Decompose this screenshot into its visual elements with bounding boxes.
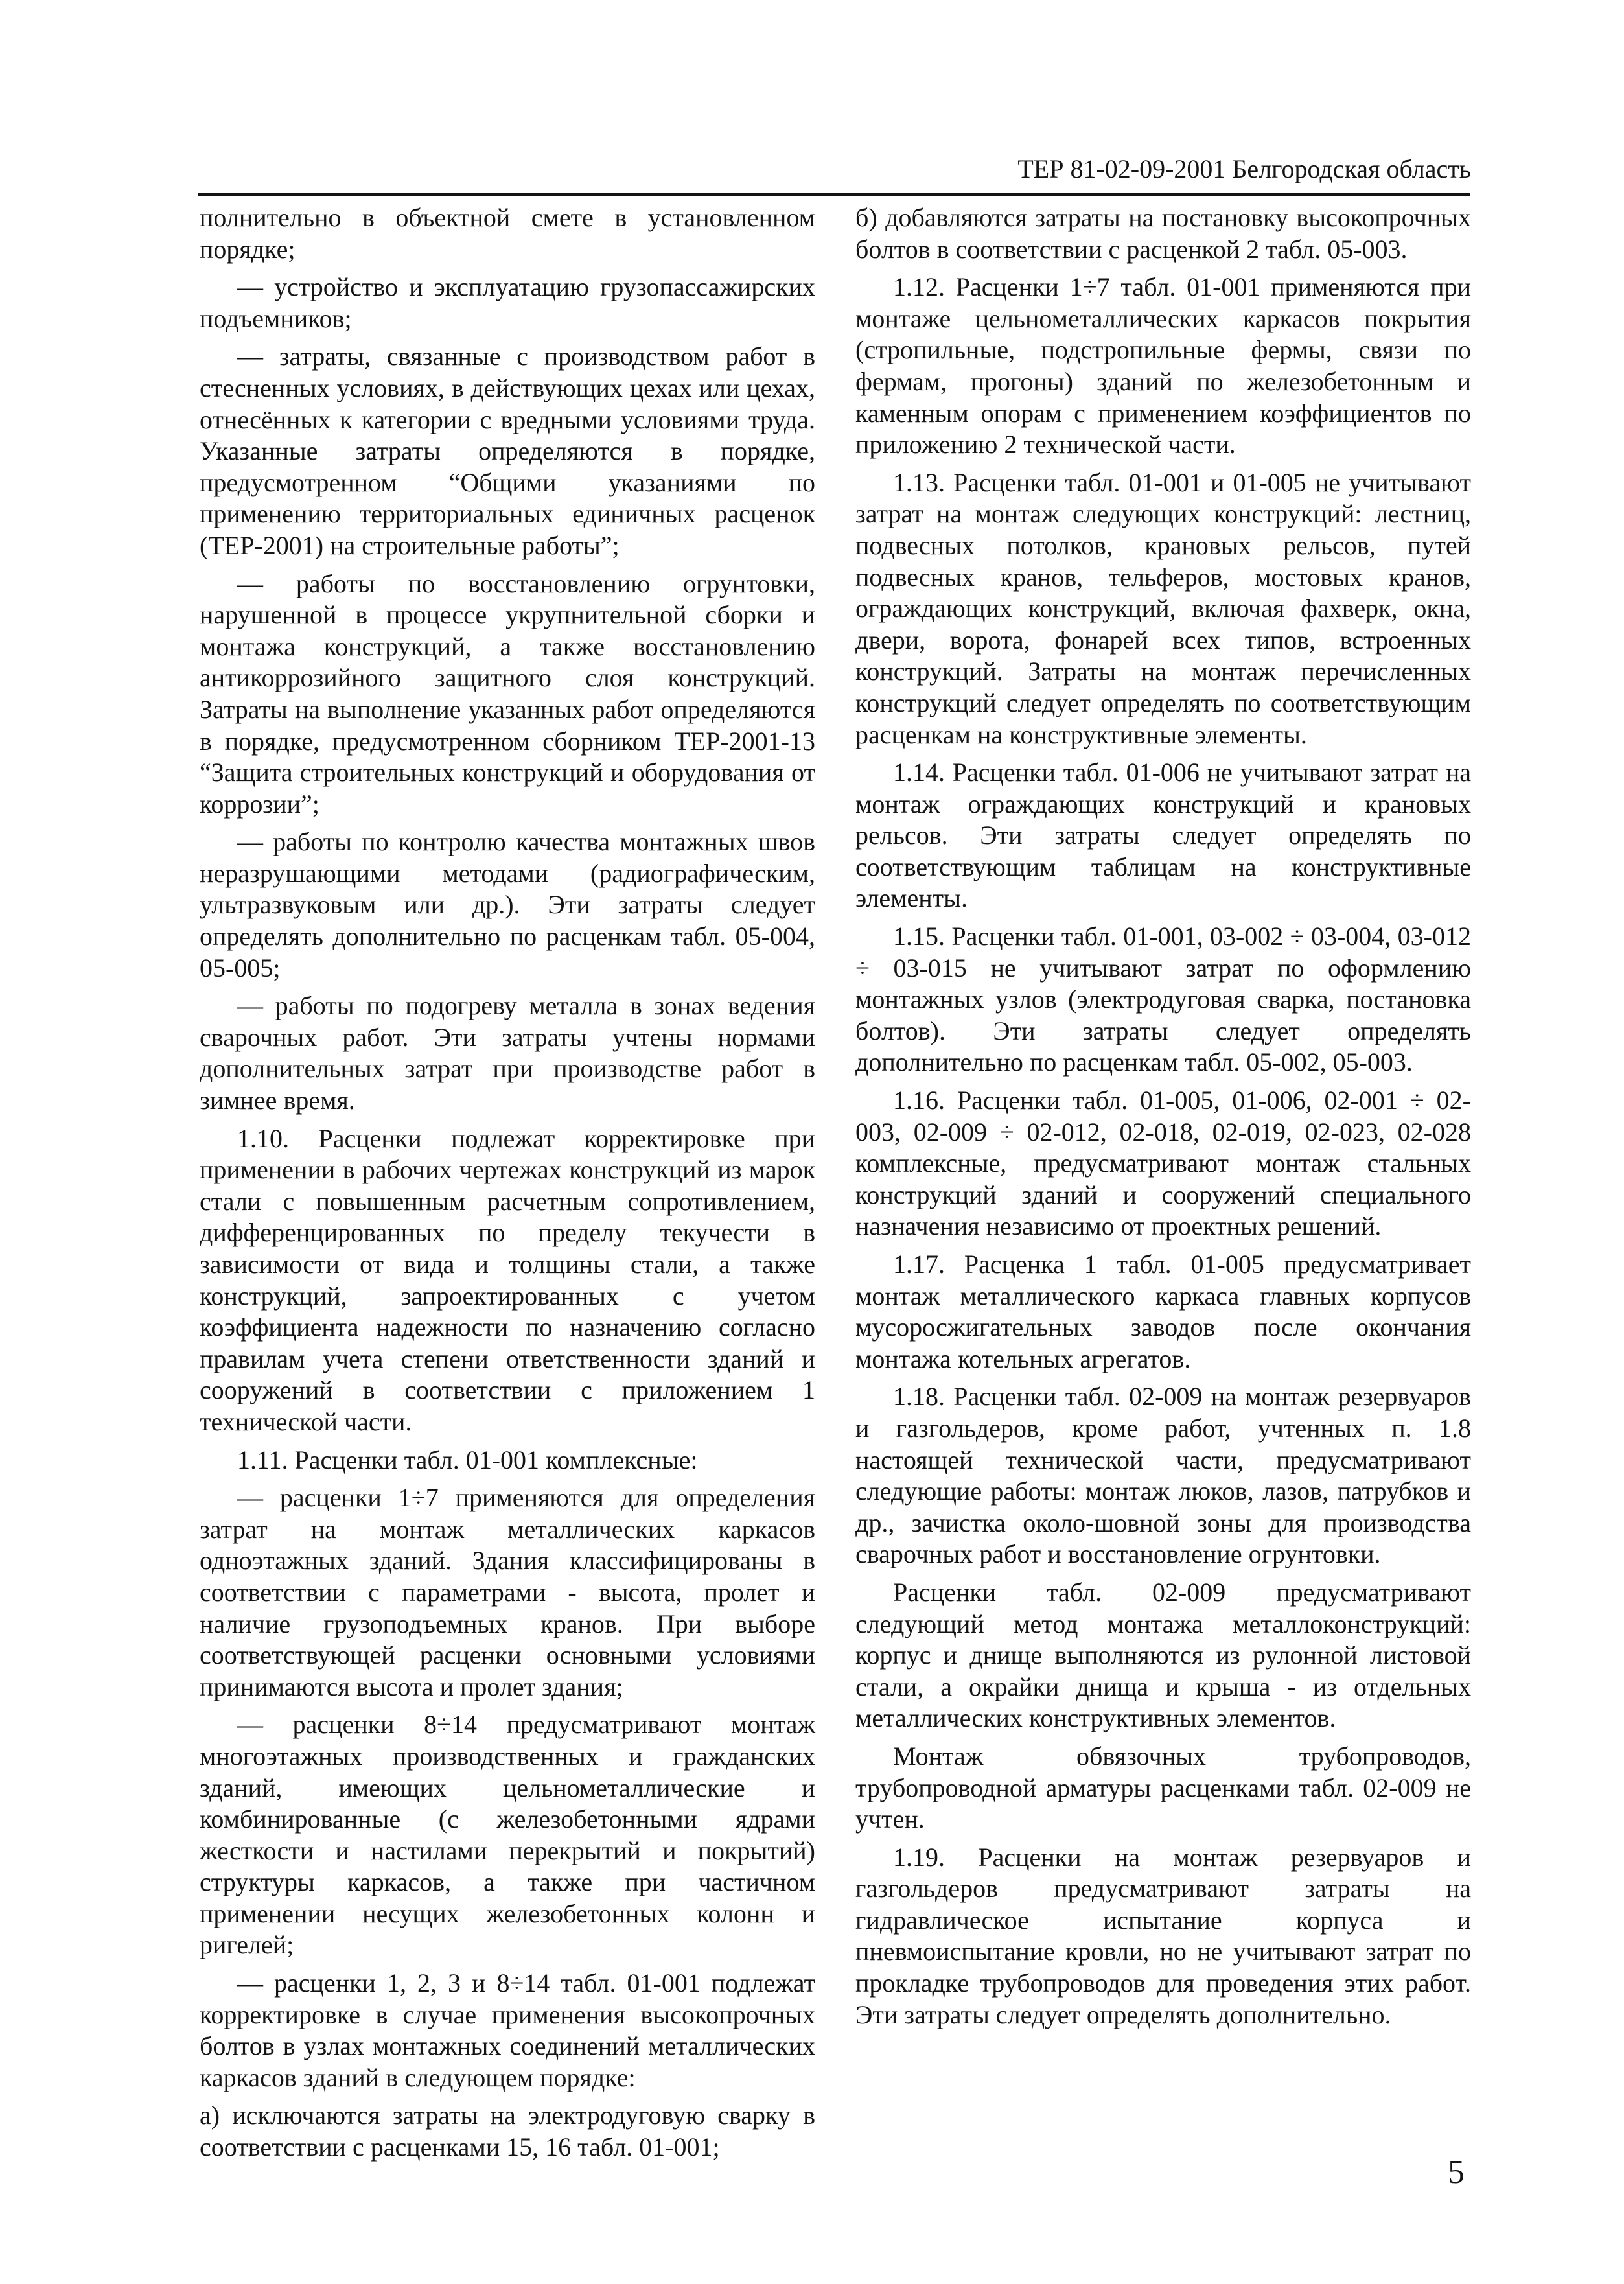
paragraph: — работы по подогреву металла в зонах ведения сварочных работ. Эти затраты учтены нормами дополнительных затрат при производстве работ в зимнее время. [200,991,815,1115]
page-number: 5 [1448,2154,1465,2191]
header-rule [198,193,1470,196]
paragraph: б) добавляются затраты на постановку высокопрочных болтов в соответствии с расценкой 2 табл. 05-003. [855,203,1471,264]
paragraph: Расценки табл. 02-009 предусматривают следующий метод монтажа металлоконструкций: корпус и днище выполняются из рулонной листовой стали, а окрайки днища и крыша - из отдельных металлических конструктивных элементов. [855,1577,1471,1733]
paragraph: 1.14. Расценки табл. 01-006 не учитывают затрат на монтаж ограждающих конструкций и крановых рельсов. Эти затраты следует определять по соответствующим таблицам на конструктивные элементы. [855,758,1471,913]
paragraph: — расценки 1, 2, 3 и 8÷14 табл. 01-001 подлежат корректировке в случае применения высокопрочных болтов в узлах монтажных соединений металлических каркасов зданий в следующем порядке: [200,1968,815,2092]
paragraph: — расценки 8÷14 предусматривают монтаж многоэтажных производственных и гражданских зданий, имеющих цельнометаллические и комбинированные (с железобетонными ядрами жесткости и настилами перекрытий и покрытий) структуры каркасов, а также при частичном применении несущих железобетонных колонн и ригелей; [200,1710,815,1960]
paragraph: 1.15. Расценки табл. 01-001, 03-002 ÷ 03-004, 03-012 ÷ 03-015 не учитывают затрат по оформлению монтажных узлов (электродуговая сварка, постановка болтов). Эти затраты следует определять дополнительно по расценкам табл. 05-002, 05-003. [855,922,1471,1077]
paragraph: — расценки 1÷7 применяются для определения затрат на монтаж металлических каркасов одноэтажных зданий. Здания классифицированы в соответствии с параметрами - высота, пролет и наличие грузоподъемных кранов. При выборе соответствующей расценки основными условиями принимаются высота и пролет здания; [200,1483,815,1701]
running-header: ТЕР 81-02-09-2001 Белгородская область [1017,154,1471,183]
left-column [200,202,815,2170]
paragraph: 1.11. Расценки табл. 01-001 комплексные: [237,1445,698,1474]
paragraph: 1.17. Расценка 1 табл. 01-005 предусматривает монтаж металлического каркаса главных корпусов мусоросжигательных заводов после окончания монтажа котельных агрегатов. [855,1250,1471,1373]
paragraph: 1.19. Расценки на монтаж резервуаров и газгольдеров предусматривают затраты на гидравлическое испытание корпуса и пневмоиспытание кровли, но не учитывают затрат по прокладке трубопроводов для проведения этих работ. Эти затраты следует определять дополнительно. [855,1842,1471,2029]
right-column [855,202,1471,2037]
paragraph: 1.10. Расценки подлежат корректировке при применении в рабочих чертежах конструкций из марок стали с повышенным расчетным сопротивлением, дифференцированных по пределу текучести в зависимости от вида и толщины стали, а также конструкций, запроектированных с учетом коэффициента надежности по назначению согласно правилам учета степени ответственности зданий и сооружений в соответствии с приложением 1 технической части. [200,1123,815,1436]
paragraph: 1.13. Расценки табл. 01-001 и 01-005 не учитывают затрат на монтаж следующих конструкций: лестниц, подвесных потолков, крановых рельсов, путей подвесных кранов, тельферов, мостовых кранов, ограждающих конструкций, включая фахверк, окна, двери, ворота, фонарей всех типов, встроенных конструкций. Затраты на монтаж перечисленных конструкций следует определять по соответствующим расценкам на конструктивные элементы. [855,467,1471,749]
paragraph: Монтаж обвязочных трубопроводов, трубопроводной арматуры расценками табл. 02-009 не учтен. [855,1741,1471,1834]
paragraph: — затраты, связанные с производством работ в стесненных условиях, в действующих цехах или цехах, отнесённых к категории с вредными условиями труда. Указанные затраты определяются в порядке, предусмотренном “Общими указаниями по применению территориальных единичных расценок (ТЕР-2001) на строительные работы”; [200,342,815,560]
paragraph: — работы по восстановлению огрунтовки, нарушенной в процессе укрупнительной сборки и монтажа конструкций, а также восстановлению антикоррозийного защитного слоя конструкций. Затраты на выполнение указанных работ определяются в порядке, предусмотренном сборником ТЕР-2001-13 “Защита строительных конструкций и оборудования от коррозии”; [200,568,815,819]
paragraph: 1.12. Расценки 1÷7 табл. 01-001 применяются при монтаже цельнометаллических каркасов покрытия (стропильные, подстропильные фермы, связи по фермам, прогоны) зданий по железобетонным и каменным опорам с применением коэффициентов по приложению 2 технической части. [855,272,1471,460]
paragraph: 1.18. Расценки табл. 02-009 на монтаж резервуаров и газгольдеров, кроме работ, учтенных п. 1.8 настоящей технической части, предусматривают следующие работы: монтаж люков, лазов, патрубков и др., зачистка около-шовной зоны для производства сварочных работ и восстановление огрунтовки. [855,1382,1471,1569]
paragraph: 1.16. Расценки табл. 01-005, 01-006, 02-001 ÷ 02-003, 02-009 ÷ 02-012, 02-018, 02-019, 02-023, 02-028 комплексные, предусматривают монтаж стальных конструкций зданий и сооружений специального назначения независимо от проектных решений. [855,1086,1471,1241]
paragraph: а) исключаются затраты на электродуговую сварку в соответствии с расценками 15, 16 табл. 01-001; [200,2101,815,2162]
paragraph: — работы по контролю качества монтажных швов неразрушающими методами (радиографическим, ультразвуковым или др.). Эти затраты следует определять дополнительно по расценкам табл. 05-004, 05-005; [200,827,815,983]
paragraph: — устройство и эксплуатацию грузопассажирских подъемников; [200,272,815,333]
paragraph: полнительно в объектной смете в установленном порядке; [200,203,815,264]
